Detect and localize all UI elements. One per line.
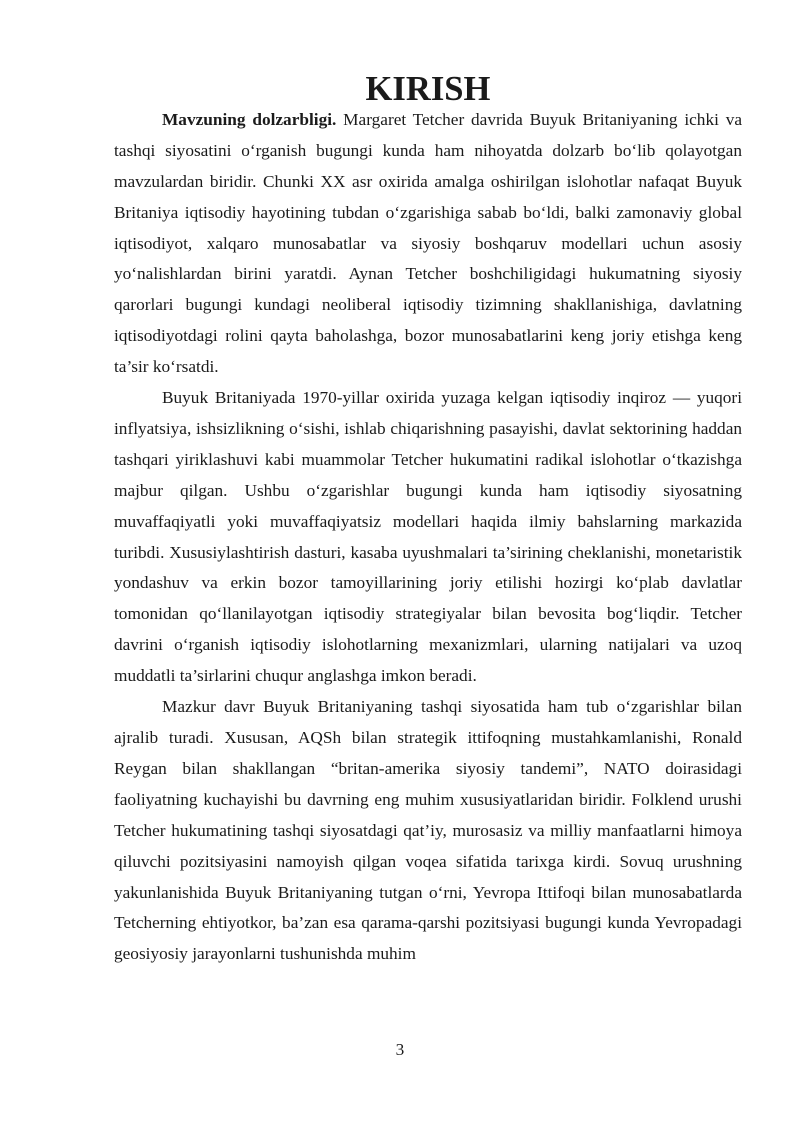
paragraph-text: Buyuk Britaniyada 1970-yillar oxirida yuzaga kelgan iqtisodiy inqiroz — yuqori inflyatsiya, ishsizlikning o‘sishi, ishlab chiqarishning pasayishi, davlat sektorining haddan tashqari yiriklashuvi kabi muammolar Tetcher hukumatini radikal islohotlar o‘tkazishga majbur qilgan. Ushbu o‘zgarishlar bugungi kunda ham iqtisodiy siyosatning muvaffaqiyatli yoki muvaffaqiyatsiz modellari haqida ilmiy bahslarning markazida turibdi. Xususiylashtirish dasturi, kasaba uyushmalari ta’sirining cheklanishi, monetaristik yondashuv va erkin bozor tamoyillarining joriy etilishi hozirgi ko‘plab davlatlar tomonidan qo‘llanilayotgan iqtisodiy strategiyalar bilan bevosita bog‘liqdir. Tetcher davrini o‘rganish iqtisodiy islohotlarning mexanizmlari, ularning natijalari va uzoq muddatli ta’sirlarini chuqur anglashga imkon beradi. bbox=[114, 388, 742, 686]
paragraph-text: Mazkur davr Buyuk Britaniyaning tashqi siyosatida ham tub o‘zgarishlar bilan ajralib turadi. Xususan, AQSh bilan strategik ittifoqning mustahkamlanishi, Ronald Reygan bilan shakllangan “britan-amerika siyosiy tandemi”, NATO doirasidagi faoliyatning kuchayishi bu davrning eng muhim xususiyatlaridan biridir. Folklend urushi Tetcher hukumatining tashqi siyosatdagi qat’iy, murosasiz va milliy manfaatlarni himoya qiluvchi pozitsiyasini namoyish qilgan voqea sifatida tarixga kirdi. Sovuq urushning yakunlanishida Buyuk Britaniyaning tutgan o‘rni, Yevropa Ittifoqi bilan munosabatlarda Tetcherning ehtiyotkor, ba’zan esa qarama-qarshi pozitsiyasi bugungi kunda Yevropadagi geosiyosiy jarayonlarni tushunishda muhim bbox=[114, 697, 742, 964]
paragraph-economic-crisis bbox=[114, 383, 742, 692]
paragraph-relevance bbox=[114, 105, 742, 383]
section-heading: KIRISH bbox=[365, 70, 491, 108]
paragraph-lead: Mavzuning dolzarbligi. bbox=[162, 109, 337, 129]
page-number: 3 bbox=[395, 1040, 405, 1059]
document-body bbox=[114, 70, 742, 970]
paragraph-text: Margaret Tetcher davrida Buyuk Britaniyaning ichki va tashqi siyosatini o‘rganish bugungi kunda ham nihoyatda dolzarb bo‘lib qolayotgan mavzulardan biridir. Chunki XX asr oxirida amalga oshirilgan islohotlar nafaqat Buyuk Britaniya iqtisodiy hayotining tubdan o‘zgarishiga sabab bo‘ldi, balki zamonaviy global iqtisodiyot, xalqaro munosabatlar va siyosiy boshqaruv modellari uchun asosiy yo‘nalishlardan birini yaratdi. Aynan Tetcher boshchiligidagi hukumatning siyosiy qarorlari bugungi kundagi neoliberal iqtisodiy tizimning shakllanishiga, davlatning iqtisodiyotdagi rolini qayta baholashga, bozor munosabatlarini keng joriy etishga keng ta’sir ko‘rsatdi. bbox=[114, 109, 742, 377]
paragraph-foreign-policy bbox=[114, 692, 742, 970]
